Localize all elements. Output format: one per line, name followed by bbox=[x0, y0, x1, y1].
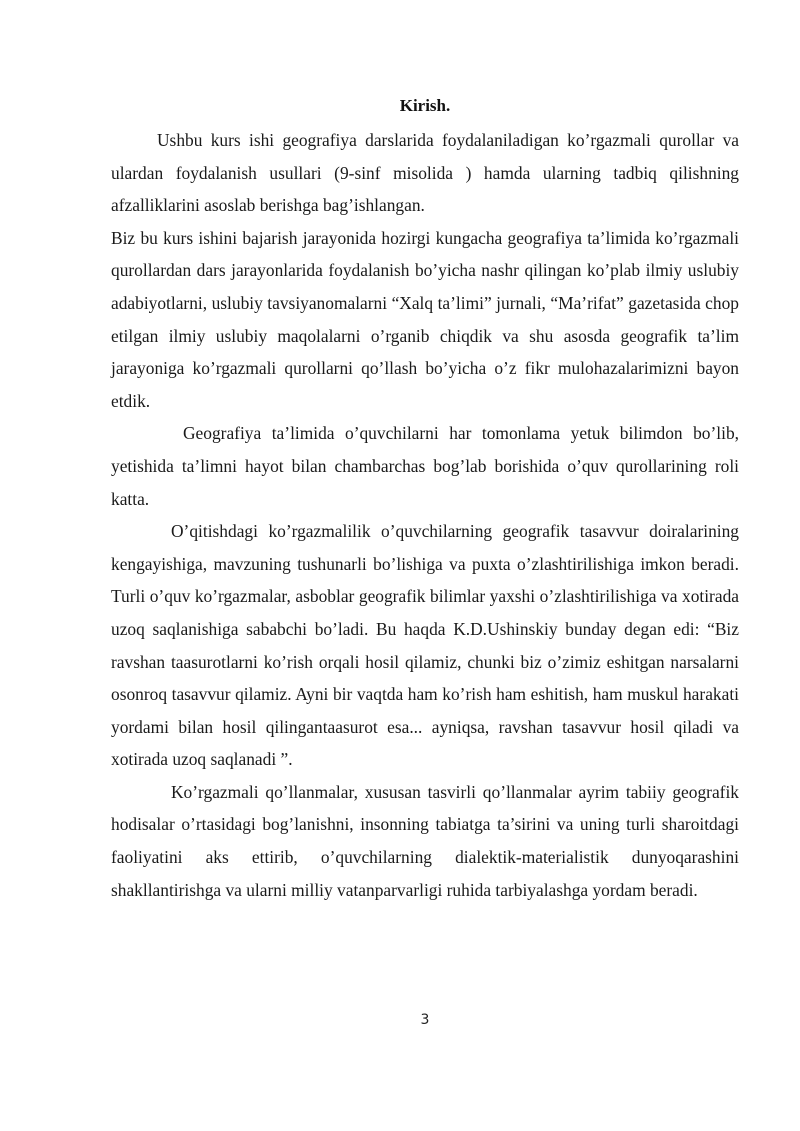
section-title: Kirish. bbox=[399, 96, 451, 115]
page-number: 3 bbox=[420, 1012, 430, 1028]
paragraph-geography-education: Geografiya ta’limida o’quvchilarni har tomonlama yetuk bilimdon bo’lib, yetishida ta’limni hayot bilan chambarchas bog’lab borishida o’quv qurollarining roli katta. bbox=[111, 423, 739, 509]
paragraph-research: Biz bu kurs ishini bajarish jarayonida hozirgi kungacha geografiya ta’limida ko’rgazmali qurollardan dars jarayonlarida foydalanish bo’yicha nashr qilingan ko’plab ilmiy uslubiy adabiyotlarni, uslubiy tavsiyanomalarni “Xalq ta’limi” jurnali, “Ma’rifat” gazetasida chop etilgan ilmiy uslubiy maqolalarni o’rganib chiqdik va shu asosda geografik ta’lim jarayoniga ko’rgazmali qurollarni qo’llash bo’yicha o’z fikr mulohazalarimizni bayon etdik. bbox=[111, 227, 739, 411]
paragraph-visual-aids: Ko’rgazmali qo’llanmalar, xususan tasvirli qo’llanmalar ayrim tabiiy geografik hodisalar o’rtasidagi bog’lanishni, insonning tabiatga ta’sirini va uning turli sharoitdagi faoliyatini aks ettirib, o’quvchilarning dialektik-materialistik dunyoqarashini shakllantirishga va ularni milliy vatanparvarligi ruhida tarbiyalashga yordam beradi. bbox=[111, 781, 739, 900]
paragraph-intro: Ushbu kurs ishi geografiya darslarida foydalaniladigan ko’rgazmali qurollar va ulardan foydalanish usullari (9-sinf misolida ) hamda ularning tadbiq qilishning afzalliklarini asoslab berishga bag’ishlangan. bbox=[111, 130, 739, 216]
paragraph-visual-teaching: O’qitishdagi ko’rgazmalilik o’quvchilarning geografik tasavvur doiralarining kengayishiga, mavzuning tushunarli bo’lishiga va puxta o’zlashtirilishiga imkon beradi. Turli o’quv ko’rgazmalar, asboblar geografik bilimlar yaxshi o’zlashtirilishiga va xotirada uzoq saqlanishiga sababchi bo’ladi. Bu haqda K.D.Ushinskiy bunday degan edi: “Biz ravshan taasurotlarni ko’rish orqali hosil qilamiz, chunki biz o’zimiz eshitgan narsalarni osonroq tasavvur qilamiz. Ayni bir vaqtda ham ko’rish ham eshitish, ham muskul harakati yordami bilan hosil qilingantaasurot esa... ayniqsa, ravshan tasavvur hosil qiladi va xotirada uzoq saqlanadi ”. bbox=[111, 521, 739, 770]
body-text bbox=[111, 124, 739, 906]
